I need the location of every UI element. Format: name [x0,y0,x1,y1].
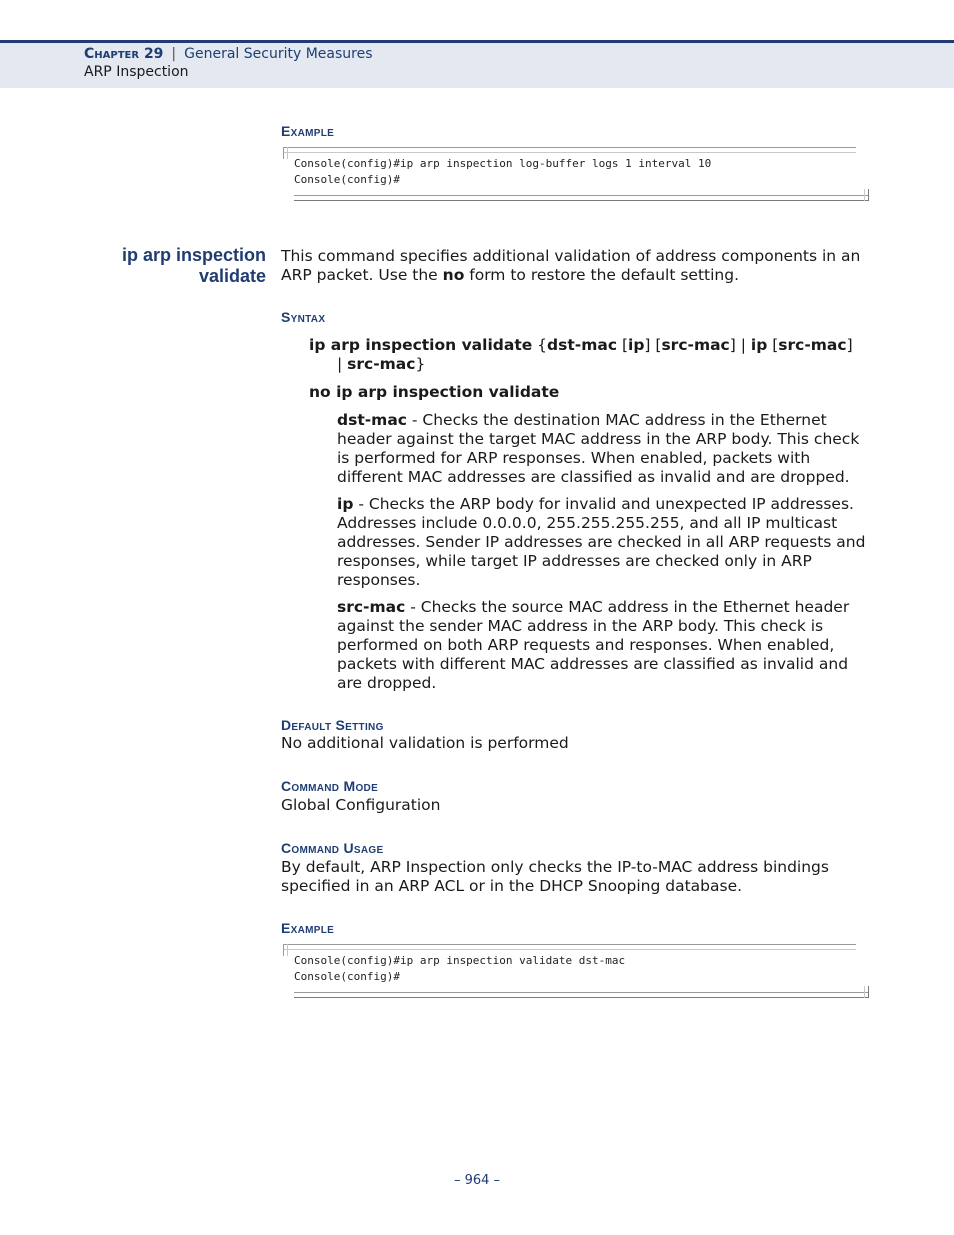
page-header [0,40,954,88]
description-text-b: form to restore the default setting. [464,266,740,284]
chapter-title: General Security Measures [184,46,373,62]
description-text-a: This command specifies additional validation of address components in an ARP packet. Use the [281,247,861,284]
chapter-label: Chapter 29 [84,46,164,62]
description-bold: no [442,266,465,284]
syntax-opt-ip: ip [628,336,645,354]
syntax-opt-dst-mac: dst-mac [547,336,618,354]
param-text: - Checks the destination MAC address in the Ethernet header against the target MAC address in the ARP body. This check is performed for ARP responses. When enabled, packets with different MAC addresses are classified as invalid and are dropped. [337,411,860,486]
syntax-command: ip arp inspection validate [309,336,533,354]
page-number: – 964 – [453,1173,501,1188]
code-text-2: Console(config)#ip arp inspection validate dst-mac Console(config)# [294,954,626,983]
command-usage-heading: Command Usage [281,840,384,856]
command-usage-text: By default, ARP Inspection only checks the IP-to-MAC address bindings specified in an ARP ACL or in the DHCP Snooping database. [281,858,829,895]
header-chapter-line [84,46,373,62]
command-mode-heading: Command Mode [281,778,379,794]
example-heading-2: Example [281,920,335,936]
command-name-line1: ip arp inspection [121,245,266,265]
code-frame-top [283,944,856,950]
param-name: ip [337,495,354,513]
syntax-opt-src-mac-1: src-mac [661,336,730,354]
default-setting-heading: Default Setting [281,717,384,733]
param-src-mac [337,598,869,693]
code-frame-left [283,944,288,956]
param-name: src-mac [337,598,406,616]
header-separator: | [171,46,177,62]
param-name: dst-mac [337,411,407,429]
default-setting-text: No additional validation is performed [281,734,569,752]
code-frame-top [283,147,856,153]
example-heading-1: Example [281,123,335,139]
syntax-opt-src-mac-3: src-mac [347,355,416,373]
code-frame-right [864,986,869,998]
syntax-opt-ip-2: ip [750,336,768,354]
code-frame-bottom [294,992,869,998]
syntax-line: ip arp inspection validate {dst-mac [ip] [src-mac] | ip [src-mac] | src-mac} [309,336,853,373]
syntax-brace-open: { [532,336,548,354]
param-text: - Checks the source MAC address in the Ethernet header against the sender MAC address in the ARP body. This check is performed on both ARP requests and responses. When enabled, packets with different MAC addresses are classified as invalid and are dropped. [337,598,850,692]
command-name-line2: validate [198,266,266,286]
code-text-1: Console(config)#ip arp inspection log-buffer logs 1 interval 10 Console(config)# [294,157,712,186]
command-description [281,247,871,285]
code-frame-bottom [294,195,869,201]
section-title: ARP Inspection [84,64,189,80]
param-ip [337,495,869,590]
no-form-text: no ip arp inspection validate [309,383,560,401]
param-dst-mac [337,411,869,487]
syntax-opt-src-mac-2: src-mac [778,336,847,354]
command-name [122,245,266,287]
code-block-1 [283,147,869,201]
param-text: - Checks the ARP body for invalid and unexpected IP addresses. Addresses include 0.0.0.0, 255.255.255.255, and all IP multicast addresses. Sender IP addresses are checked in all ARP requests and responses, while target IP addresses are checked only in ARP responses. [337,495,866,589]
code-frame-right [864,189,869,201]
code-block-2 [283,944,869,998]
syntax-heading: Syntax [281,309,326,325]
syntax-no-form [309,383,559,402]
code-frame-left [283,147,288,159]
command-mode-text: Global Configuration [281,796,441,814]
